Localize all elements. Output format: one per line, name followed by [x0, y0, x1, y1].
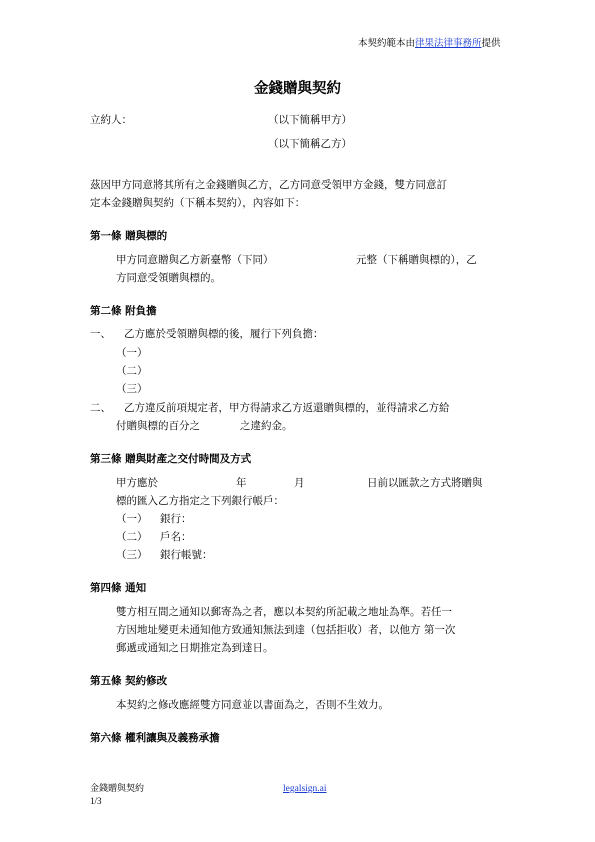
article-1-heading: 第一條 贈與標的: [90, 230, 168, 242]
article-2-item-2-line-2b: 之違約金。: [240, 420, 293, 432]
header-firm-link[interactable]: 律果法律事務所: [415, 38, 482, 49]
article-4-line-2: 方因地址變更未通知他方致通知無法到達（包括拒收）者，以他方 第一次: [116, 624, 456, 636]
article-3-heading: 第三條 贈與財產之交付時間及方式: [90, 453, 252, 465]
footer-doc-title: 金錢贈與契約: [90, 784, 145, 794]
article-3-month: 月: [294, 477, 305, 489]
article-3-bank-num-2: （二）: [116, 531, 148, 543]
footer-site-link[interactable]: legalsign.ai: [283, 784, 327, 794]
article-3-bank-num-1: （一）: [116, 513, 148, 525]
article-5-heading: 第五條 契約修改: [90, 675, 168, 687]
article-2-sub-1: （一）: [116, 347, 148, 359]
footer-page-number: 1/3: [90, 796, 102, 806]
article-1-line-2: 方同意受領贈與標的。: [116, 272, 221, 284]
article-2-sub-2: （二）: [116, 365, 148, 377]
article-2-item-2-line-2a: 付贈與標的百分之: [116, 420, 200, 432]
article-2-heading: 第二條 附負擔: [90, 305, 157, 317]
article-3-bank-label-3: 銀行帳號：: [160, 549, 213, 561]
article-4-line-1: 雙方相互間之通知以郵寄為之者，應以本契約所記載之地址為準。若任一: [116, 606, 452, 618]
article-3-year: 年: [236, 477, 247, 489]
article-4-heading: 第四條 通知: [90, 582, 147, 594]
intro-line-2: 定本金錢贈與契約（下稱本契約），內容如下：: [90, 197, 306, 209]
parties-label: 立約人：: [90, 114, 132, 126]
article-2-item-2-text: 乙方違反前項規定者，甲方得請求乙方返還贈與標的，並得請求乙方給: [124, 402, 450, 414]
article-6-heading: 第六條 權利讓與及義務承擔: [90, 732, 220, 744]
article-3-line-1b: 日前以匯款之方式將贈與: [367, 477, 483, 489]
article-2-item-1-number: 一、: [90, 328, 111, 340]
article-3-line-2: 標的匯入乙方指定之下列銀行帳戶：: [116, 495, 284, 507]
article-2-item-1-text: 乙方應於受領贈與標的後，履行下列負擔：: [124, 328, 324, 340]
article-4-line-3: 郵遞或通知之日期推定為到達日。: [116, 642, 274, 654]
article-5-line-1: 本契約之修改應經雙方同意並以書面為之，否則不生效力。: [116, 699, 389, 711]
header-prefix: 本契約範本由: [358, 38, 416, 49]
article-1-line-1a: 甲方同意贈與乙方新臺幣（下同）: [116, 254, 274, 266]
header-credit: [358, 37, 501, 51]
header-suffix: 提供: [481, 38, 501, 49]
article-3-bank-label-1: 銀行：: [160, 513, 192, 525]
document-title: 金錢贈與契約: [254, 81, 341, 97]
article-3-bank-label-2: 戶名：: [160, 531, 192, 543]
article-3-line-1a: 甲方應於: [116, 477, 158, 489]
party-a-label: （以下簡稱甲方）: [268, 114, 352, 126]
article-2-sub-3: （三）: [116, 383, 148, 395]
party-b-label: （以下簡稱乙方）: [268, 138, 352, 150]
intro-line-1: 茲因甲方同意將其所有之金錢贈與乙方，乙方同意受領甲方金錢，雙方同意訂: [90, 179, 447, 191]
article-2-item-2-number: 二、: [90, 402, 111, 414]
article-1-line-1b: 元整（下稱贈與標的），乙: [356, 254, 477, 266]
article-3-bank-num-3: （三）: [116, 549, 148, 561]
